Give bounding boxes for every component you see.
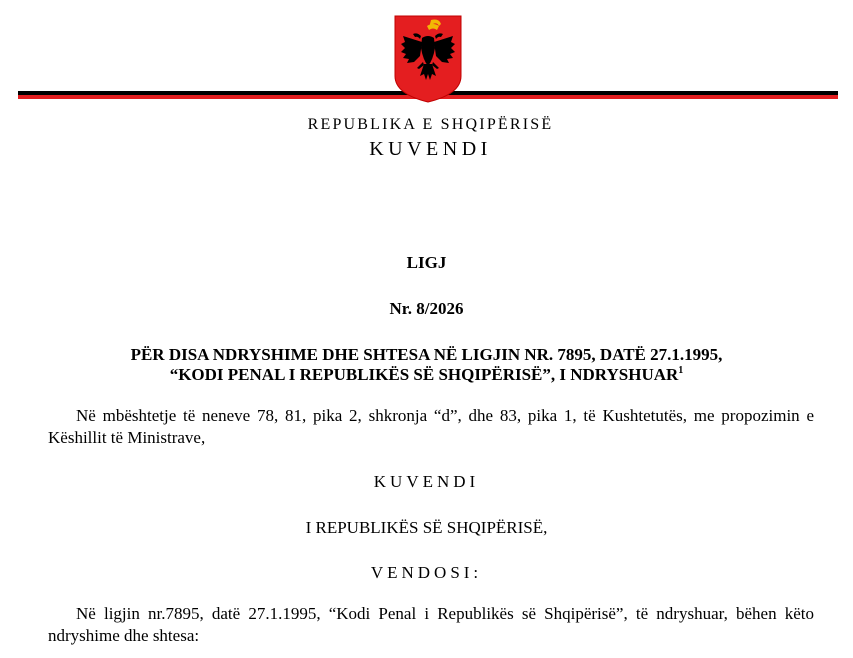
- document-title-line-1: PËR DISA NDRYSHIME DHE SHTESA NË LIGJIN NR. 7895, DATË 27.1.1995,: [130, 345, 723, 364]
- body-vendosi: VENDOSI:: [370, 563, 483, 582]
- enacting-clause-paragraph: Në ligjin nr.7895, datë 27.1.1995, “Kodi Penal i Republikës së Shqipërisë”, të ndryshuar, bëhen këto ndryshime dhe shtesa:: [48, 604, 814, 645]
- document-title-line-2-text: “KODI PENAL I REPUBLIKËS SË SHQIPËRISË”, I NDRYSHUAR: [169, 365, 679, 384]
- document-number: Nr. 8/2026: [389, 299, 464, 318]
- document-title-line-2: [0, 365, 853, 385]
- letterhead-institution: KUVENDI: [369, 138, 492, 160]
- document-type: LIGJ: [406, 253, 447, 272]
- albanian-eagle-emblem-icon: [393, 14, 463, 104]
- footnote-reference[interactable]: 1: [678, 365, 684, 376]
- body-republikes: I REPUBLIKËS SË SHQIPËRISË,: [305, 518, 548, 537]
- preamble-paragraph: Në mbështetje të neneve 78, 81, pika 2, shkronja “d”, dhe 83, pika 1, të Kushtetutës, me propozimin e Këshillit të Ministrave,: [48, 406, 814, 447]
- body-kuvendi: KUVENDI: [373, 472, 480, 491]
- letterhead-republic: REPUBLIKA E SHQIPËRISË: [307, 116, 554, 133]
